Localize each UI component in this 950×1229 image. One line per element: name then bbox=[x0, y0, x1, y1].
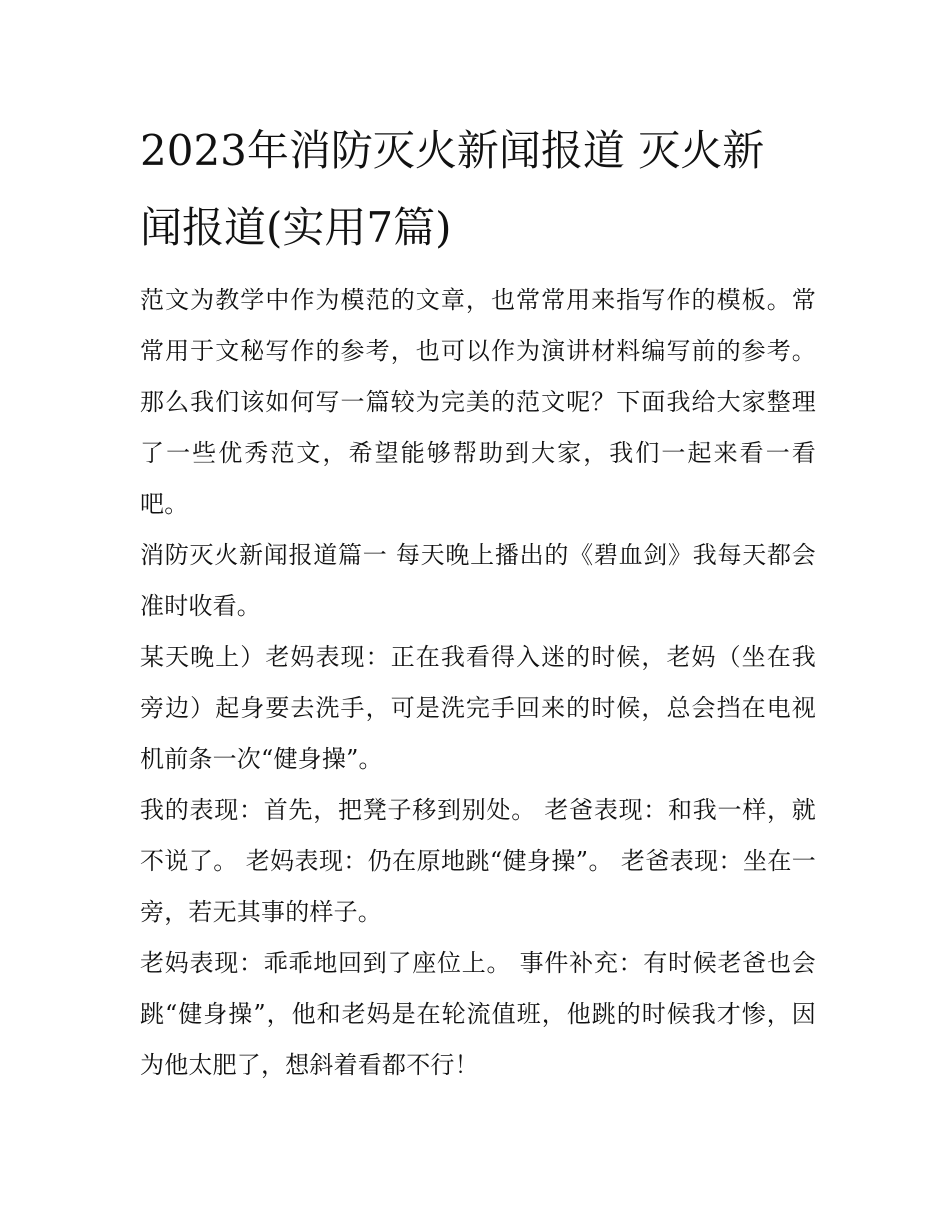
paragraph-supplement: 老妈表现：乖乖地回到了座位上。 事件补充：有时候老爸也会跳“健身操”，他和老妈是在轮流值班，他跳的时候我才惨，因为他太肥了，想斜着看都不行！ bbox=[140, 949, 816, 1079]
document-title: 2023年消防灭火新闻报道 灭火新闻报道(实用7篇) bbox=[140, 126, 765, 252]
document-body bbox=[140, 275, 816, 1091]
paragraph-article-one: 消防灭火新闻报道篇一 每天晚上播出的《碧血剑》我每天都会准时收看。 bbox=[140, 541, 816, 620]
paragraph-reactions: 我的表现：首先，把凳子移到别处。 老爸表现：和我一样，就不说了。 老妈表现：仍在原地跳“健身操”。 老爸表现：坐在一旁，若无其事的样子。 bbox=[140, 796, 816, 926]
paragraph-intro: 范文为教学中作为模范的文章，也常常用来指写作的模板。常常用于文秘写作的参考，也可以作为演讲材料编写前的参考。那么我们该如何写一篇较为完美的范文呢？下面我给大家整理了一些优秀范文，希望能够帮助到大家，我们一起来看一看吧。 bbox=[140, 286, 816, 518]
paragraph-mom-behavior: 某天晚上）老妈表现：正在我看得入迷的时候，老妈（坐在我旁边）起身要去洗手，可是洗完手回来的时候，总会挡在电视机前条一次“健身操”。 bbox=[140, 643, 816, 773]
